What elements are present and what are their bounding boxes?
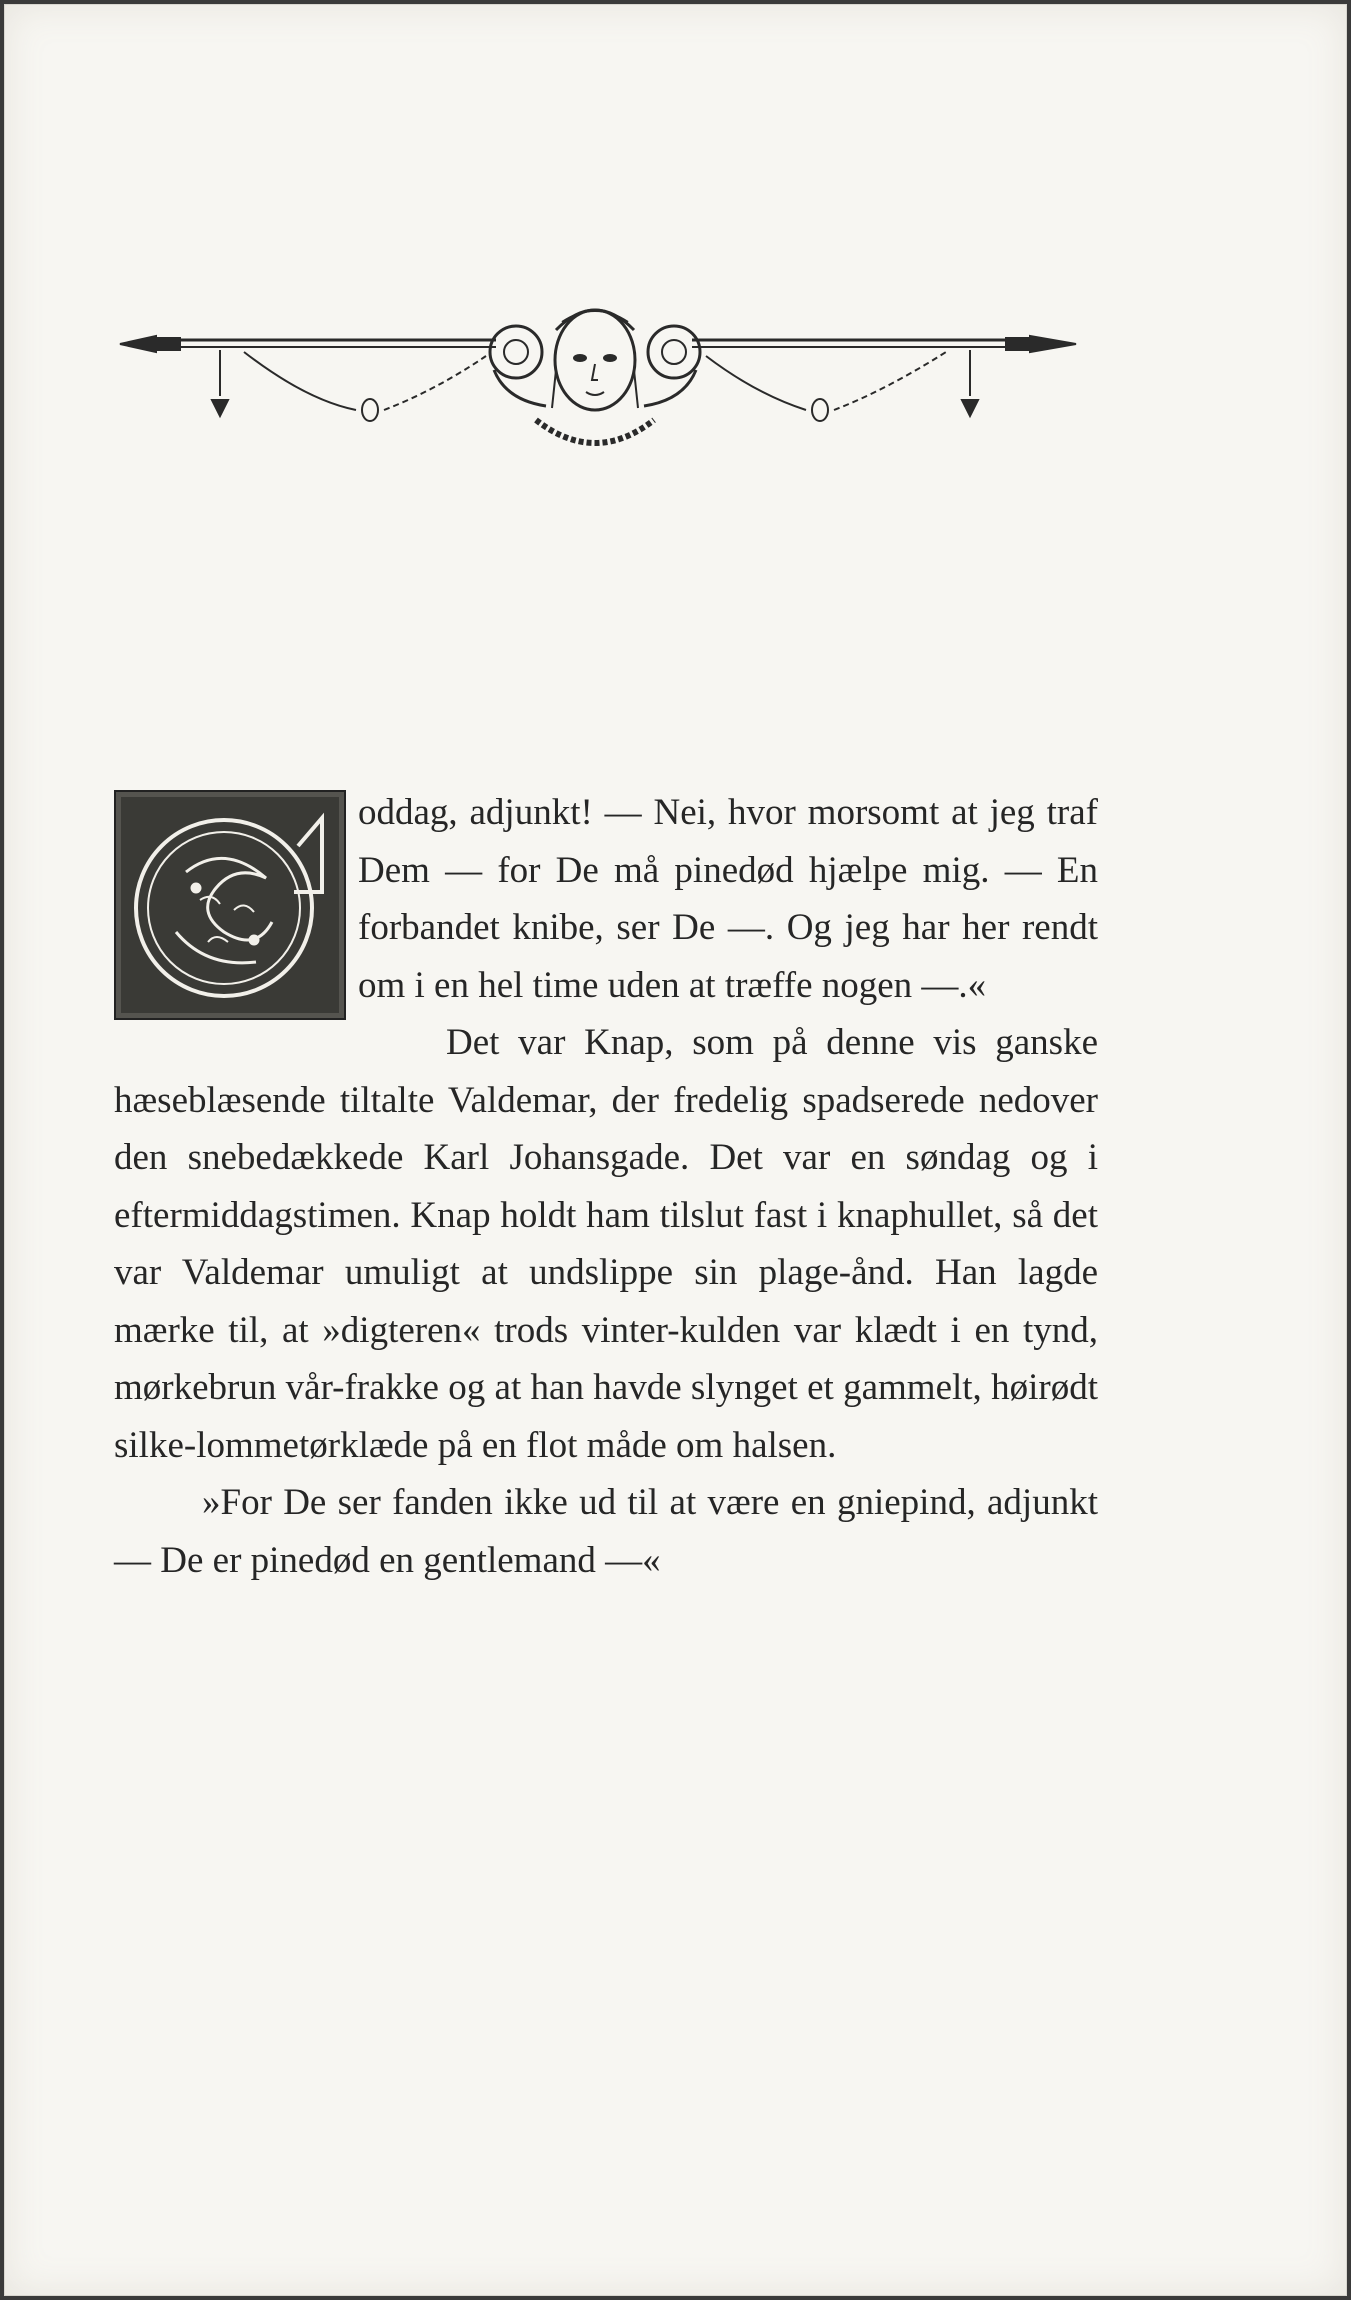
decorative-header-ornament xyxy=(116,290,1080,470)
paragraph-2: Det var Knap, som på denne vis ganske hæseblæsende tiltalte Valdemar, der fredelig spadserede nedover den snebedækkede Karl Johansgade. Det var en søndag og i eftermiddagstimen. Knap holdt ham tilslut fast i knaphullet, så det var Valdemar umuligt at undslippe sin plage-ånd. Han lagde mærke til, at »digteren« trods vinter-kulden var klædt i en tynd, mørkebrun vår-frakke og at han havde slynget et gammelt, høirødt silke-lommetørklæde på en flot måde om halsen. xyxy=(114,1022,1098,1466)
drop-cap-initial xyxy=(114,790,346,1020)
paragraph-3: »For De ser fanden ikke ud til at være en gniepind, adjunkt — De er pinedød en gentlemand —« xyxy=(114,1482,1098,1581)
paragraph-1: oddag, adjunkt! — Nei, hvor morsomt at jeg traf Dem — for De må pinedød hjælpe mig. — En forbandet knibe, ser De —. Og jeg har her rendt om i en hel time uden at træffe nogen —.« xyxy=(358,792,1098,1006)
body-text xyxy=(114,784,1098,1589)
book-page xyxy=(4,4,1347,2296)
